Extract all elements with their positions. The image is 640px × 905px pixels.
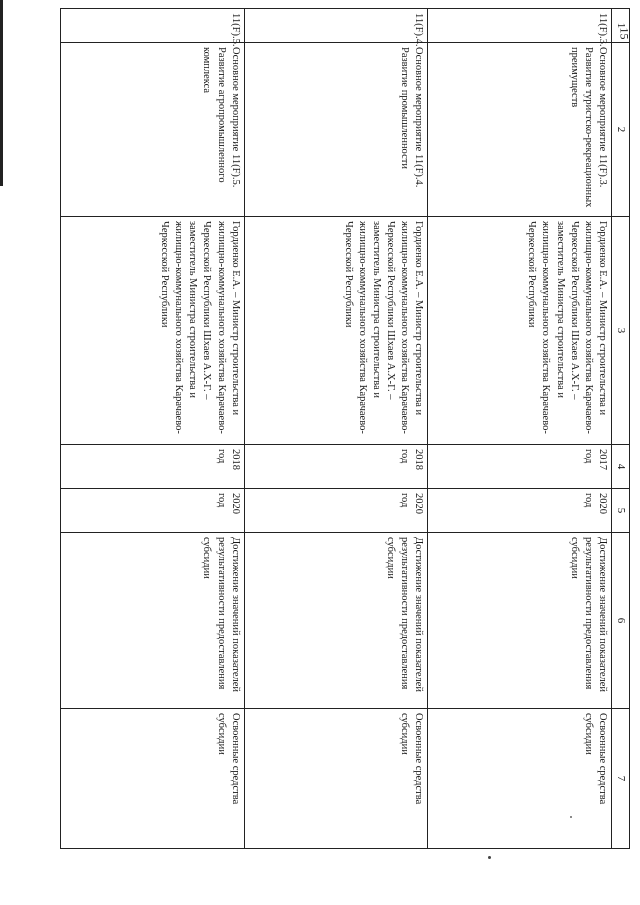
- table-area: [60, 8, 630, 848]
- expected-result: Достижение значений показателей результативности предоставления субсидии: [428, 533, 612, 709]
- event-name: Основное мероприятие 11(F).3. Развитие туристско-рекреационных преимуществ: [428, 43, 612, 217]
- table-row: [428, 9, 612, 849]
- end-year: 2020 год: [61, 489, 245, 533]
- measures-table: [60, 8, 630, 849]
- indicator-note: Освоенные средства субсидии: [61, 709, 245, 849]
- column-number: 6: [612, 533, 630, 709]
- indicator-note: Освоенные средства субсидии: [428, 709, 612, 849]
- indicator-note: Освоенные средства субсидии: [244, 709, 428, 849]
- row-code: 11(F).3.: [428, 9, 612, 43]
- column-number: 5: [612, 489, 630, 533]
- responsible-persons: Гордиенко Е.А. – Министр строительства и жилищно-коммунального хозяйства Карачаево-Черкесской Республики Шхаев А.Х-Г. – заместитель Министра строительства и жилищно-коммунального хозяйства Карачаево-Черкесской Республики: [61, 217, 245, 445]
- column-number: 1: [612, 9, 630, 43]
- column-number: 4: [612, 445, 630, 489]
- column-number: 7: [612, 709, 630, 849]
- table-row: [61, 9, 245, 849]
- scan-speck: [488, 856, 491, 859]
- start-year: 2018 год: [244, 445, 428, 489]
- end-year: 2020 год: [244, 489, 428, 533]
- column-number: 2: [612, 43, 630, 217]
- row-code: 11(F).5.: [61, 9, 245, 43]
- column-number: 3: [612, 217, 630, 445]
- page-number: 15: [617, 27, 632, 40]
- expected-result: Достижение значений показателей результативности предоставления субсидии: [244, 533, 428, 709]
- start-year: 2018 год: [61, 445, 245, 489]
- start-year: 2017 год: [428, 445, 612, 489]
- binding-mark: [0, 0, 3, 186]
- expected-result: Достижение значений показателей результативности предоставления субсидии: [61, 533, 245, 709]
- responsible-persons: Гордиенко Е.А. – Министр строительства и жилищно-коммунального хозяйства Карачаево-Черкесской Республики Шхаев А.Х-Г. – заместитель Министра строительства и жилищно-коммунального хозяйства Карачаево-Черкесской Республики: [428, 217, 612, 445]
- event-name: Основное мероприятие 11(F).5. Развитие агропромышленного комплекса: [61, 43, 245, 217]
- scan-speck: [570, 816, 572, 818]
- event-name: Основное мероприятие 11(F).4. Развитие промышленности: [244, 43, 428, 217]
- responsible-persons: Гордиенко Е.А. – Министр строительства и жилищно-коммунального хозяйства Карачаево-Черкесской Республики Шхаев А.Х-Г. – заместитель Министра строительства и жилищно-коммунального хозяйства Карачаево-Черкесской Республики: [244, 217, 428, 445]
- rotated-table-container: [60, 8, 630, 848]
- table-row: [244, 9, 428, 849]
- end-year: 2020 год: [428, 489, 612, 533]
- row-code: 11(F).4.: [244, 9, 428, 43]
- column-number-row: [612, 9, 630, 849]
